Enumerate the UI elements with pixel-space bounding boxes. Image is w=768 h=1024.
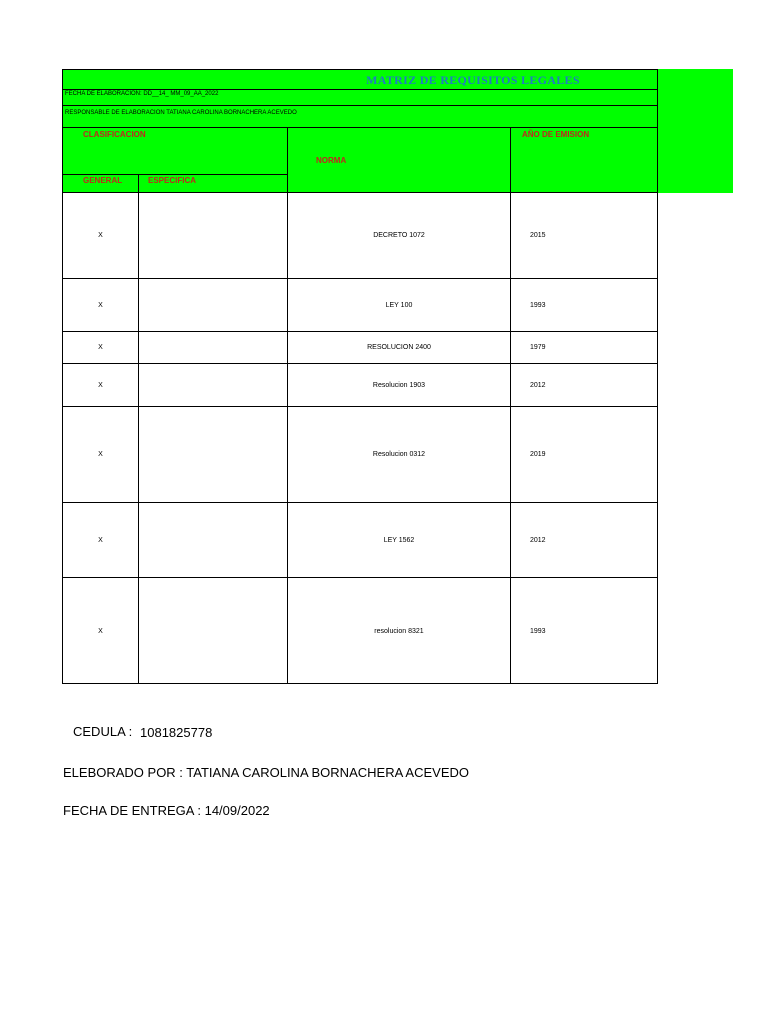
- cell-general: X: [98, 627, 103, 635]
- cedula-label: CEDULA :: [73, 724, 133, 739]
- col-ano-emision: AÑO DE EMISION: [522, 130, 590, 139]
- document-title: MATRIZ DE REQUISITOS LEGALES: [366, 73, 580, 87]
- header-green-extension: [658, 69, 733, 193]
- cell-especifica: [138, 578, 287, 684]
- fecha-elaboracion: FECHA DE ELABORACION: DD__14_ MM_09_AA_2022: [65, 91, 219, 97]
- cell-general: X: [98, 451, 103, 458]
- cell-general: X: [98, 301, 103, 309]
- cell-norma: LEY 1562: [287, 503, 510, 577]
- cell-especifica: [138, 364, 287, 406]
- table-row: [63, 279, 657, 332]
- clasificacion-divider: [63, 174, 287, 175]
- cell-especifica: [138, 279, 287, 331]
- cell-ano: 2019: [510, 407, 657, 502]
- cell-especifica: [138, 407, 287, 502]
- cell-norma: Resolucion 1903: [287, 364, 510, 406]
- cell-norma: Resolucion 0312: [287, 407, 510, 502]
- cell-ano: 1993: [510, 279, 657, 331]
- cell-ano: 2015: [510, 193, 657, 278]
- cell-ano: 1979: [510, 332, 657, 363]
- responsable-elaboracion: RESPONSABLE DE ELABORACION TATIANA CAROLINA BORNACHERA ACEVEDO: [65, 110, 297, 116]
- ano-divider: [510, 127, 511, 192]
- col-norma: NORMA: [316, 156, 347, 165]
- fecha-entrega: FECHA DE ENTREGA : 14/09/2022: [63, 803, 270, 818]
- table-row: [63, 364, 657, 407]
- cell-especifica: [138, 193, 287, 278]
- table-row: [63, 578, 657, 684]
- cell-especifica: [138, 503, 287, 577]
- cell-norma: DECRETO 1072: [287, 193, 510, 278]
- cell-norma: RESOLUCION 2400: [287, 332, 510, 363]
- requirements-table: [62, 193, 658, 684]
- table-row: [63, 503, 657, 578]
- cell-general: X: [98, 232, 103, 239]
- header-divider: [63, 127, 657, 128]
- cell-general: X: [98, 344, 103, 351]
- table-row: [63, 332, 657, 364]
- general-especifica-divider: [138, 174, 139, 192]
- elaborado-por: ELEBORADO POR : TATIANA CAROLINA BORNACHERA ACEVEDO: [63, 765, 469, 780]
- header-divider: [63, 105, 657, 106]
- cell-general: X: [98, 381, 103, 389]
- cell-ano: 2012: [510, 503, 657, 577]
- norma-divider: [287, 127, 288, 192]
- col-clasificacion: CLASIFICACION: [83, 130, 146, 139]
- matrix-header: [62, 69, 658, 193]
- cell-ano: 1993: [510, 578, 657, 684]
- cell-ano: 2012: [510, 364, 657, 406]
- cell-norma: LEY 100: [287, 279, 510, 331]
- header-divider: [63, 89, 657, 90]
- col-especifica: ESPECIFICA: [148, 176, 197, 185]
- cell-general: X: [98, 536, 103, 544]
- cell-especifica: [138, 332, 287, 363]
- table-row: [63, 193, 657, 279]
- table-row: [63, 407, 657, 503]
- cell-norma: resolucion 8321: [287, 578, 510, 684]
- col-general: GENERAL: [83, 176, 123, 185]
- cedula-value: 1081825778: [140, 725, 213, 740]
